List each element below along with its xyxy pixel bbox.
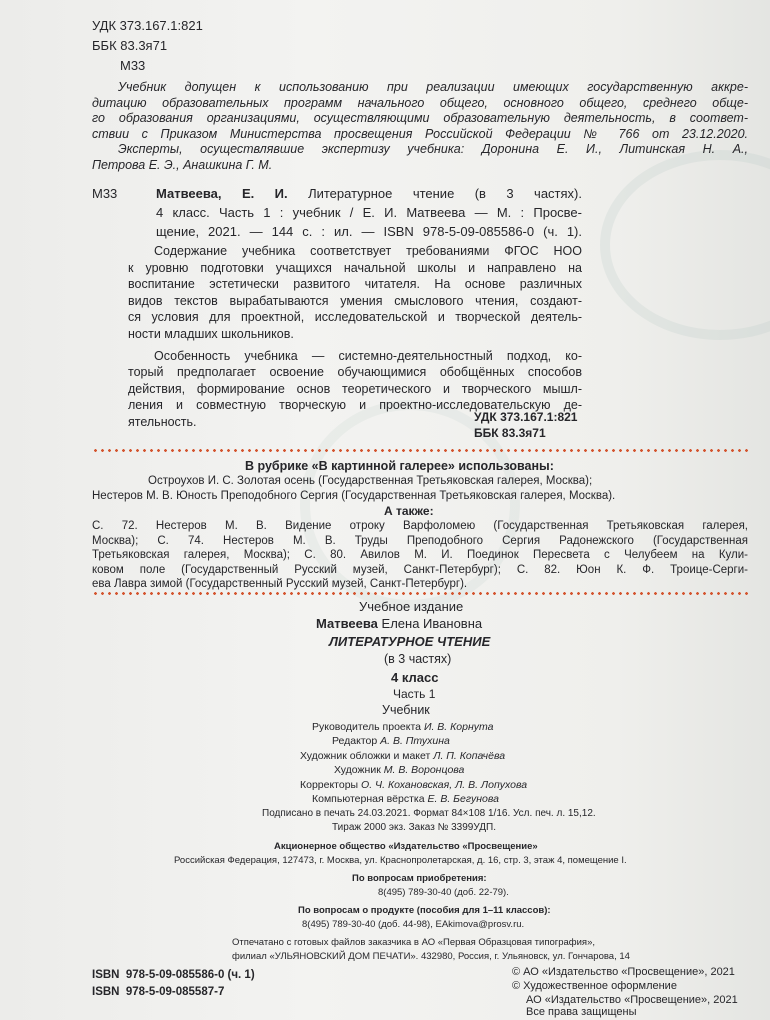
credit-name: А. В. Птухина (380, 735, 450, 748)
edition-author (316, 616, 482, 631)
isbn-label: ISBN (92, 986, 120, 998)
biblio-author: Матвеева, Е. И. (156, 186, 288, 201)
product-contact: 8(495) 789-30-40 (доб. 44-98), EAkimova@prosv.ru. (302, 919, 525, 930)
annotation-line: к уровню подготовки учащихся начальной школы и направлено на (128, 260, 582, 275)
credit-name: И. В. Корнута (423, 721, 494, 733)
biblio-line: 4 класс. Часть 1 : учебник / Е. И. Матвеева — М. : Просве- (156, 205, 582, 220)
annotation-line: ятельность. (128, 414, 197, 429)
annotation-line: воспитание эстетически развитого читателя. На основе различных (128, 277, 582, 292)
also-list (92, 519, 748, 592)
biblio-line: щение, 2021. — 144 с. : ил. — ISBN 978-5-09-085586-0 (ч. 1). (156, 224, 582, 239)
copyright-line: АО «Издательство «Просвещение», 2021 (526, 994, 738, 1006)
isbn-set (92, 986, 224, 998)
author-mark: М33 (120, 58, 146, 73)
credit-line (306, 734, 606, 748)
credit-role: Компьютерная вёрстка (312, 793, 425, 806)
approval-line: го образования организациями, осуществляющими образовательную деятельность, в соответ- (92, 111, 748, 126)
bbk-code: ББК 83.3я71 (92, 38, 168, 53)
isbn-value: 978-5-09-085586-0 (ч. 1) (125, 969, 255, 981)
credit-name: Л. П. Копачёва (433, 749, 506, 762)
credit-role: Художник (334, 764, 381, 777)
credits (300, 720, 606, 806)
approval-line: Учебник допущен к использованию при реализации имеющих государственную аккре- (118, 80, 748, 94)
copyright-line: © Художественное оформление (512, 980, 677, 992)
annotation-line: ся условия для проектной, исследовательской и творческой деятель- (128, 310, 582, 325)
show-through-circle (600, 150, 770, 340)
credit-line (306, 720, 606, 734)
purchase-heading: По вопросам приобретения: (352, 873, 487, 884)
author-surname: Матвеева (316, 616, 378, 631)
also-line: С. 72. Нестеров М. В. Видение отроку Варфоломею (Государственная Третьяковская галерея, (92, 520, 748, 532)
udk-code: УДК 373.167.1:821 (92, 18, 203, 33)
print-info: Подписано в печать 24.03.2021. Формат 84×108 1/16. Усл. печ. л. 15,12. (262, 808, 596, 819)
biblio-mark: М33 (92, 186, 118, 201)
gallery-item: Нестеров М. В. Юность Преподобного Сергия (Государственная Третьяковская галерея, Москва). (92, 490, 616, 502)
isbn-label: ISBN (92, 969, 120, 981)
index-udk: УДК 373.167.1:821 (474, 410, 578, 424)
experts-line: Петрова Е. Э., Анашкина Г. М. (92, 157, 273, 172)
annotation-line: видов текстов вырабатываются умения смыслового чтения, создают- (128, 293, 582, 308)
edition-type: Учебное издание (359, 599, 464, 614)
credit-role: Корректоры (300, 778, 359, 791)
approval-notice (92, 80, 748, 174)
printer-line: Отпечатано с готовых файлов заказчика в АО «Первая Образцовая типография», (232, 937, 595, 948)
credit-name: О. Ч. Кохановская, Л. В. Лопухова (361, 778, 528, 791)
approval-line: ствии с Приказом Министерства просвещения Российской Федерации № 766 от 23.12.2020. (92, 126, 748, 141)
also-line: Третьяковская галерея, Москва); С. 80. Авилов М. И. Поединок Пересвета с Челубеем на Кули- (92, 549, 748, 562)
product-heading: По вопросам о продукте (пособия для 1–11 классов): (298, 905, 551, 916)
edition-kind: Учебник (382, 703, 430, 717)
credit-line (306, 763, 606, 777)
annotation-line: Содержание учебника соответствует требованиями ФГОС НОО (154, 244, 582, 258)
author-name: Елена Ивановна (381, 616, 483, 631)
credit-name: М. В. Воронцова (383, 764, 465, 777)
edition-grade: 4 класс (391, 670, 439, 685)
annotation-line: торый предполагает освоение обучающимися обобщённых способов (128, 365, 582, 380)
copyright-line: Все права защищены (526, 1006, 637, 1018)
edition-parts: (в 3 частях) (384, 652, 452, 666)
credit-line (306, 792, 606, 806)
credit-line (300, 749, 606, 763)
credit-role: Художник обложки и макет (300, 749, 431, 762)
also-line: ева Лавра зимой (Государственный Русский музей, Санкт-Петербург). (92, 578, 468, 591)
isbn-part (92, 969, 255, 981)
experts-line: Эксперты, осуществлявшие экспертизу учебника: Доронина Е. И., Литинская Н. А., (118, 142, 748, 157)
annotation-line: ности младших школьников. (128, 326, 294, 341)
gallery-list (92, 474, 748, 504)
gallery-heading: В рубрике «В картинной галерее» использованы: (245, 459, 554, 473)
gallery-item: Остроухов И. С. Золотая осень (Государственная Третьяковская галерея, Москва); (148, 475, 593, 487)
credit-name: Е. В. Бегунова (427, 793, 499, 806)
publisher-address: Российская Федерация, 127473, г. Москва, ул. Краснопролетарская, д. 16, стр. 3, этаж 4, помещение I. (174, 855, 627, 866)
credit-role: Редактор (332, 735, 378, 748)
isbn-value: 978-5-09-085587-7 (125, 986, 225, 998)
approval-line: дитацию образовательных программ начального общего, основного общего, среднего обще- (92, 95, 748, 110)
index-bbk: ББК 83.3я71 (474, 426, 546, 440)
biblio-record (156, 184, 582, 241)
print-info: Тираж 2000 экз. Заказ № 3399УДП. (332, 822, 497, 833)
edition-part: Часть 1 (393, 687, 436, 701)
biblio-title: Литературное чтение (в 3 частях). (308, 186, 582, 201)
annotation-line: Особенность учебника — системно-деятельностный подход, ко- (154, 348, 582, 363)
annotation-line: ления и совместную творческую и проектно-исследовательскую де- (128, 398, 582, 413)
also-heading: А также: (384, 504, 434, 518)
copyright-line: © АО «Издательство «Просвещение», 2021 (512, 966, 735, 978)
annotation (128, 243, 582, 431)
purchase-phone: 8(495) 789-30-40 (доб. 22-79). (378, 887, 509, 898)
credit-line (300, 778, 606, 792)
edition-title: ЛИТЕРАТУРНОЕ ЧТЕНИЕ (329, 634, 491, 649)
also-line: Москва); С. 74. Нестеров М. В. Труды Преподобного Сергия Радонежского (Государственная (92, 534, 748, 547)
printer-line: филиал «УЛЬЯНОВСКИЙ ДОМ ПЕЧАТИ». 432980, Россия, г. Ульяновск, ул. Гончарова, 14 (232, 951, 630, 962)
annotation-line: действия, формирование основ теоретического и творческого мышл- (128, 381, 582, 396)
publisher-name: Акционерное общество «Издательство «Просвещение» (274, 841, 538, 852)
dotted-divider (92, 449, 752, 452)
credit-role: Руководитель проекта (312, 721, 422, 733)
dotted-divider (92, 592, 752, 595)
also-line: ковом поле (Государственный Русский музей, Санкт-Петербург); С. 82. Юон К. Ф. Троице-Серги- (92, 563, 748, 576)
